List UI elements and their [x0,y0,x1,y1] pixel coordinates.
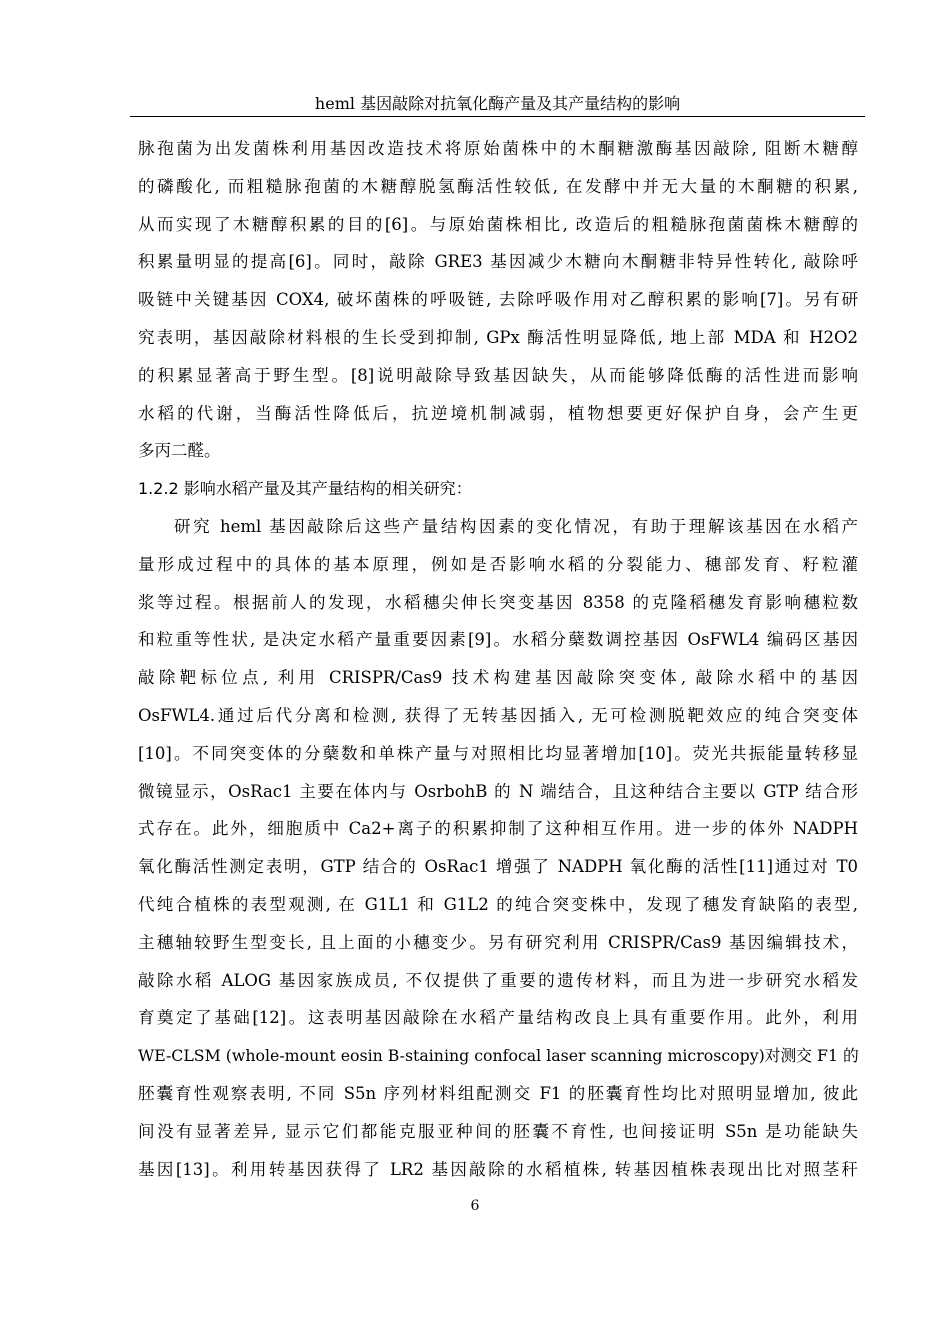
text-line: 积累量明显的提高[6]。同时，敲除 GRE3 基因减少木糖向木酮糖非特异性转化, 敲除呼 [138,252,858,272]
text-line: 间没有显著差异, 显示它们都能克服亚种间的胚囊不育性, 也间接证明 S5n 是功能缺失 [138,1121,858,1141]
body-text [138,130,858,1188]
text-line: 的积累显著高于野生型。[8]说明敲除导致基因缺失，从而能够降低酶的活性进而影响 [138,365,858,385]
text-line: 式存在。此外，细胞质中 Ca2+离子的积累抑制了这种相互作用。进一步的体外 NADPH [138,819,858,839]
text-line: 和粒重等性状, 是决定水稻产量重要因素[9]。水稻分蘖数调控基因 OsFWL4 编码区基因 [138,630,858,650]
text-line: WE-CLSM (whole-mount eosin B-staining confocal laser scanning microscopy)对测交 F1 的 [138,1046,859,1066]
text-line: 研究 heml 基因敲除后这些产量结构因素的变化情况，有助于理解该基因在水稻产 [174,516,858,536]
text-line: 究表明，基因敲除材料根的生长受到抑制, GPx 酶活性明显降低, 地上部 MDA 和 H2O2 [138,327,858,347]
text-line: 微镜显示，OsRac1 主要在体内与 OsrbohB 的 N 端结合，且这种结合主要以 GTP 结合形 [138,781,858,801]
text-line: 多丙二醛。 [138,441,221,461]
text-line: 胚囊育性观察表明, 不同 S5n 序列材料组配测交 F1 的胚囊育性均比对照明显增加, 彼此 [138,1083,858,1103]
text-line: 脉孢菌为出发菌株利用基因改造技术将原始菌株中的木酮糖激酶基因敲除, 阻断木糖醇 [138,139,858,158]
page-number: 6 [470,1198,480,1214]
text-line: 基因[13]。利用转基因获得了 LR2 基因敲除的水稻植株, 转基因植株表现出比对照茎秆 [138,1159,858,1179]
text-line: 代纯合植株的表型观测, 在 G1L1 和 G1L2 的纯合突变株中，发现了穗发育缺陷的表型, [138,894,858,914]
text-line: 从而实现了木糖醇积累的目的[6]。与原始菌株相比, 改造后的粗糙脉孢菌菌株木糖醇的 [138,214,858,234]
running-header: heml 基因敲除对抗氧化酶产量及其产量结构的影响 [130,92,865,117]
text-line: [10]。不同突变体的分蘖数和单株产量与对照相比均显著增加[10]。荧光共振能量转移显 [138,743,858,763]
text-line: 育奠定了基础[12]。这表明基因敲除在水稻产量结构改良上具有重要作用。此外，利用 [138,1008,858,1028]
text-line: 的磷酸化, 而粗糙脉孢菌的木糖醇脱氢酶活性较低, 在发酵中并无大量的木酮糖的积累, [138,176,858,196]
text-line: 量形成过程中的具体的基本原理，例如是否影响水稻的分裂能力、穗部发育、籽粒灌 [138,554,858,574]
section-heading: 1.2.2 影响水稻产量及其产量结构的相关研究： [138,479,472,499]
text-line: 氧化酶活性测定表明，GTP 结合的 OsRac1 增强了 NADPH 氧化酶的活性[11]通过对 T0 [138,857,858,877]
text-line: OsFWL4.通过后代分离和检测, 获得了无转基因插入, 无可检测脱靶效应的纯合突变体 [138,705,858,725]
text-line: 敲除靶标位点, 利用 CRISPR/Cas9 技术构建基因敲除突变体, 敲除水稻中的基因 [138,668,858,688]
text-line: 敲除水稻 ALOG 基因家族成员, 不仅提供了重要的遗传材料，而且为进一步研究水稻发 [138,970,858,990]
text-line: 水稻的代谢，当酶活性降低后，抗逆境机制减弱，植物想要更好保护自身，会产生更 [138,403,858,423]
text-line: 主穗轴较野生型变长, 且上面的小穗变少。另有研究利用 CRISPR/Cas9 基因编辑技术， [138,932,858,952]
text-line: 浆等过程。根据前人的发现，水稻穗尖伸长突变基因 8358 的克隆稻穗发育影响穗粒数 [138,592,858,612]
text-line: 吸链中关键基因 COX4, 破坏菌株的呼吸链, 去除呼吸作用对乙醇积累的影响[7]。另有研 [138,290,858,310]
